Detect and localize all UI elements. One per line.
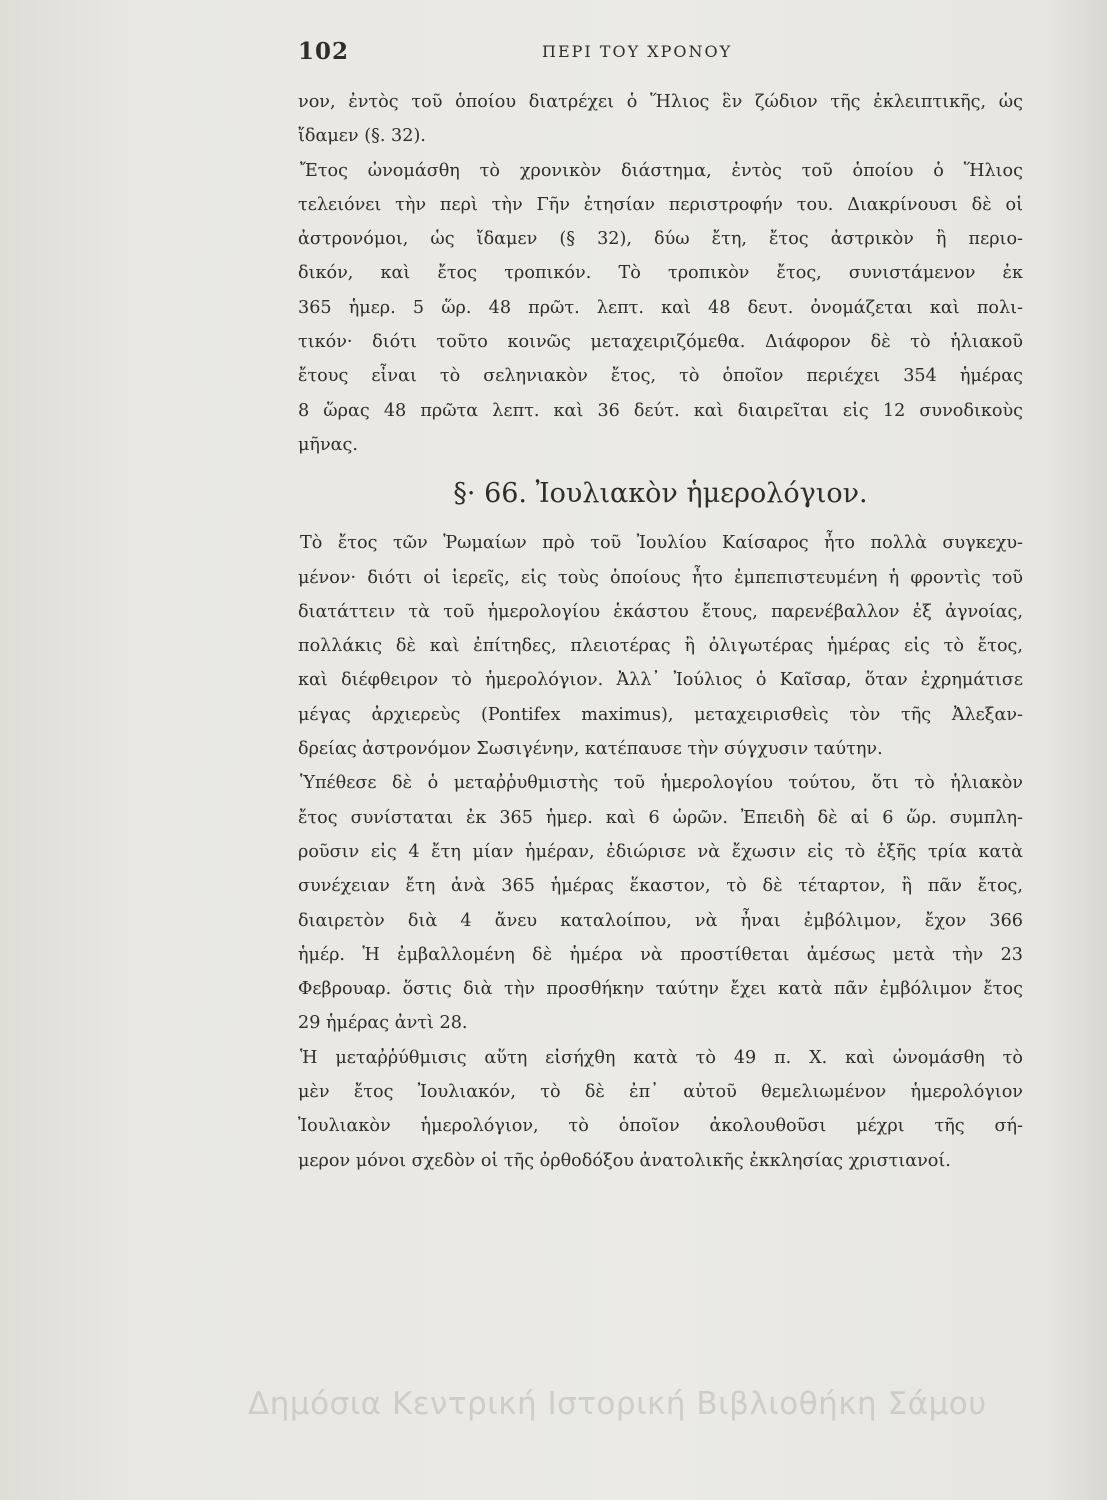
text-line: νον, ἐντὸς τοῦ ὁποίου διατρέχει ὁ Ἥλιος ἓν ζώδιον τῆς ἐκλειπτικῆς, ὡς [298,92,1023,112]
text-line: Φεβρουαρ. ὅστις διὰ τὴν προσθήκην ταύτην ἔχει κατὰ πᾶν ἐμβόλιμον ἔτος [298,979,1023,1000]
text-line: μένον· διότι οἱ ἱερεῖς, εἰς τοὺς ὁποίους ἦτο ἐμπεπιστευμένη ἡ φροντὶς τοῦ [298,567,1023,588]
text-line: καὶ διέφθειρον τὸ ἡμερολόγιον. Ἀλλ᾽ Ἰούλιος ὁ Καῖσαρ, ὅταν ἐχρημάτισε [298,670,1023,691]
text-line: Ἡ μεταῤῥύθμισις αὕτη εἰσήχθη κατὰ τὸ 49 π. Χ. καὶ ὠνομάσθη τὸ [300,1047,1023,1068]
library-watermark: Δημόσια Κεντρική Ιστορική Βιβλιοθήκη Σάμου [248,1386,987,1422]
text-line: ἔτος συνίσταται ἐκ 365 ἡμερ. καὶ 6 ὡρῶν. Ἐπειδὴ δὲ αἱ 6 ὥρ. συμπλη- [298,807,1023,828]
text-line: δρείας ἀστρονόμον Σωσιγένην, κατέπαυσε τὴν σύγχυσιν ταύτην. [298,739,883,760]
text-line: ροῦσιν εἰς 4 ἔτη μίαν ἡμέραν, ἐδιώρισε νὰ ἔχωσιν εἰς τὸ ἑξῆς τρία κατὰ [298,841,1023,862]
section-heading: §· 66. Ἰουλιακὸν ἡμερολόγιον. [453,478,868,510]
text-line: μὲν ἔτος Ἰουλιακόν, τὸ δὲ ἐπ᾽ αὐτοῦ θεμελιωμένον ἡμερολόγιον [298,1082,1023,1103]
text-line: μῆνας. [298,434,358,455]
text-line: ἴδαμεν (§. 32). [298,126,426,147]
text-line: μέγας ἀρχιερεὺς (Pontifex maximus), μεταχειρισθεὶς τὸν τῆς Ἀλεξαν- [298,704,1023,725]
text-line: διαιρετὸν διὰ 4 ἄνευ καταλοίπου, νὰ ἦναι ἐμβόλιμον, ἔχον 366 [298,910,1023,931]
text-line: 29 ἡμέρας ἀντὶ 28. [298,1013,468,1034]
text-line: δικόν, καὶ ἔτος τροπικόν. Τὸ τροπικὸν ἔτος, συνιστάμενον ἐκ [298,263,1023,284]
text-line: ἔτους εἶναι τὸ σεληνιακὸν ἔτος, τὸ ὁποῖον περιέχει 354 ἡμέρας [298,366,1023,387]
text-line: πολλάκις δὲ καὶ ἐπίτηδες, πλειοτέρας ἢ ὀλιγωτέρας ἡμέρας εἰς τὸ ἔτος, [298,636,1023,657]
page-gutter-shadow [1047,0,1107,1500]
running-head: ΠΕΡΙ ΤΟΥ ΧΡΟΝΟΥ [542,42,733,61]
text-line: 8 ὥρας 48 πρῶτα λεπτ. καὶ 36 δεύτ. καὶ διαιρεῖται εἰς 12 συνοδικοὺς [298,400,1023,421]
page-header [298,38,808,68]
text-line: μερον μόνοι σχεδὸν οἱ τῆς ὀρθοδόξου ἀνατολικῆς ἐκκλησίας χριστιανοί. [298,1150,951,1171]
text-line: Ἔτος ὠνομάσθη τὸ χρονικὸν διάστημα, ἐντὸς τοῦ ὁποίου ὁ Ἥλιος [300,160,1023,181]
text-line: ἀστρονόμοι, ὡς ἴδαμεν (§ 32), δύω ἔτη, ἔτος ἀστρικὸν ἢ περιο- [298,229,1023,250]
text-line: ἡμέρ. Ἡ ἐμβαλλομένη δὲ ἡμέρα νὰ προστίθεται ἀμέσως μετὰ τὴν 23 [298,944,1023,965]
text-line: Τὸ ἔτος τῶν Ῥωμαίων πρὸ τοῦ Ἰουλίου Καίσαρος ἦτο πολλὰ συγκεχυ- [300,533,1023,554]
text-line: 365 ἡμερ. 5 ὥρ. 48 πρῶτ. λεπτ. καὶ 48 δευτ. ὀνομάζεται καὶ πολι- [298,297,1023,318]
text-line: τικόν· διότι τοῦτο κοινῶς μεταχειριζόμεθα. Διάφορον δὲ τὸ ἡλιακοῦ [298,332,1023,353]
text-line: Ἰουλιακὸν ἡμερολόγιον, τὸ ὁποῖον ἀκολουθοῦσι μέχρι τῆς σή- [298,1116,1023,1137]
text-line: διατάττειν τὰ τοῦ ἡμερολογίου ἑκάστου ἔτους, παρενέβαλλον ἐξ ἀγνοίας, [298,601,1023,622]
text-line: συνέχειαν ἔτη ἀνὰ 365 ἡμέρας ἕκαστον, τὸ δὲ τέταρτον, ἢ πᾶν ἔτος, [298,876,1023,897]
text-line: Ὑπέθεσε δὲ ὁ μεταῤῥυθμιστὴς τοῦ ἡμερολογίου τούτου, ὅτι τὸ ἡλιακὸν [300,773,1023,794]
body-text [298,85,1023,1178]
page-number: 102 [298,38,350,65]
text-line: τελειόνει τὴν περὶ τὴν Γῆν ἐτησίαν περιστροφήν του. Διακρίνουσι δὲ οἱ [298,194,1023,215]
